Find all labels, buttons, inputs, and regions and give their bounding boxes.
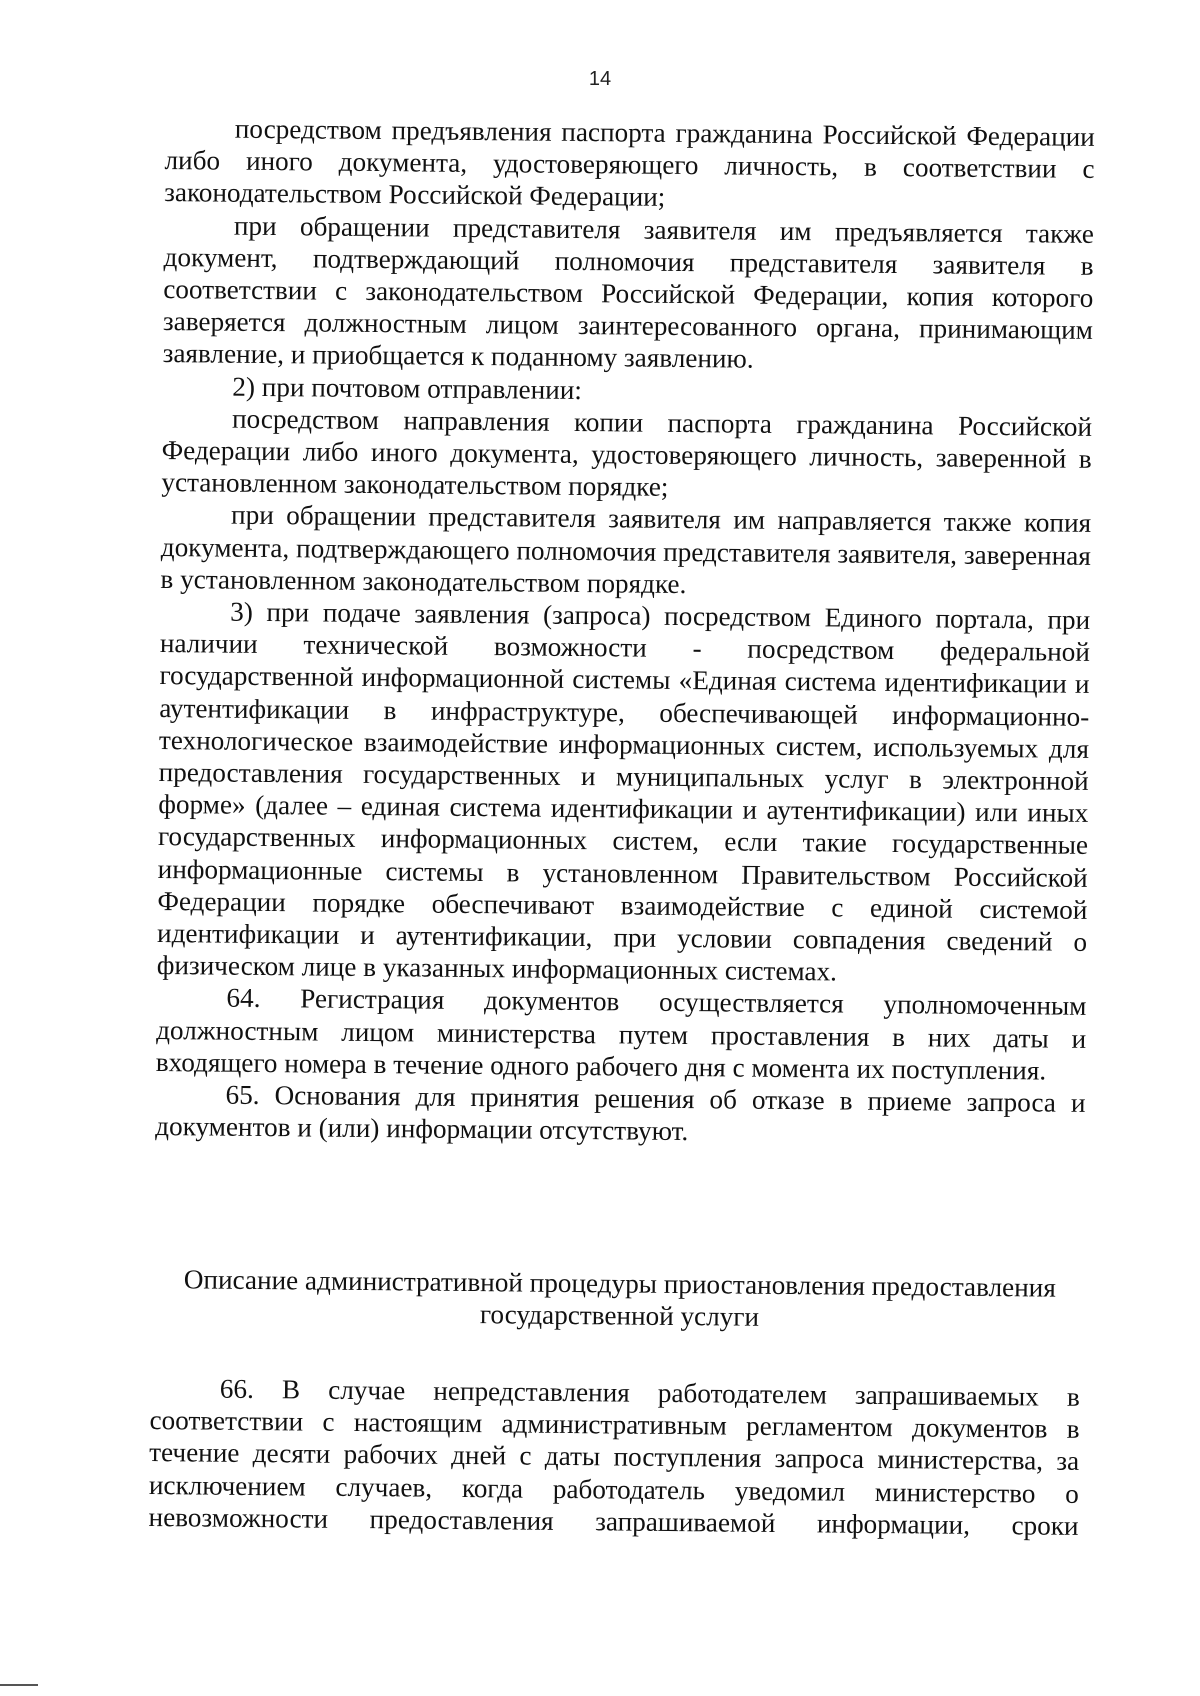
paragraph-passport-presentation: посредством предъявления паспорта гражданина Российской Федерации либо иного документа, удостоверяющего личность, в соответствии с законодательством Российской Федерации;: [164, 113, 1095, 213]
page-number: 14: [588, 68, 612, 90]
paragraph-passport-copy: посредством направления копии паспорта гражданина Российской Федерации либо иного документа, удостоверяющего личность, заверенной в установленном законодательством порядке;: [161, 403, 1093, 503]
paragraph-66-suspension: 66. В случае непредставления работодателем запрашиваемых в соответствии с настоящим административным регламентом документов в течение десяти рабочих дней с даты поступления запроса министерства, за исключением случаев, когда работодатель уведомил министерство о невозможности предоставления запрашиваемой информации, сроки: [148, 1373, 1080, 1541]
section-body-text: [148, 1372, 1080, 1542]
section-heading-line-1: Описание административной процедуры приостановления предоставления: [183, 1264, 1056, 1303]
section-heading: [154, 1263, 1085, 1336]
scan-edge-mark: [0, 1684, 38, 1686]
paragraph-postal-item: 2) при почтовом отправлении:: [232, 371, 583, 405]
paragraph-representative-presentation: при обращении представителя заявителя им предъявляется также документ, подтверждающий полномочия представителя заявителя в соответствии с законодательством Российской Федерации, копия которого заверяется должностным лицом заинтересованного органа, принимающим заявление, и приобщается к поданному заявлению.: [162, 210, 1095, 375]
paragraph-representative-copy: при обращении представителя заявителя им направляется также копия документа, подтверждающего полномочия представителя заявителя, заверенная в установленном законодательством порядке.: [160, 500, 1092, 599]
paragraph-portal-item: 3) при подаче заявления (запроса) посредством Единого портала, при наличии технической возможности - посредством федеральной государственной информационной системы «Единая система идентификации и аутентификации в инфраструктуре, обеспечивающей информационно-технологическое взаимодействие информационных систем, используемых для предоставления государственных и муниципальных услуг в электронной форме» (далее – единая система идентификации и аутентификации) или иных государственных информационных систем, если такие государственные информационные системы в установленном Правительством Российской Федерации порядке обеспечивают взаимодействие с единой системой идентификации и аутентификации, при условии совпадения сведений о физическом лице в указанных информационных системах.: [156, 596, 1091, 987]
section-heading-line-2: государственной услуги: [479, 1299, 760, 1333]
paragraph-64-registration: 64. Регистрация документов осуществляется уполномоченным должностным лицом министерства путем проставления в них даты и входящего номера в течение одного рабочего дня с момента их поступления.: [155, 983, 1087, 1086]
body-text-block: [155, 112, 1095, 1151]
paragraph-65-grounds: 65. Основания для принятия решения об отказе в приеме запроса и документов и (или) информации отсутствуют.: [155, 1079, 1086, 1147]
